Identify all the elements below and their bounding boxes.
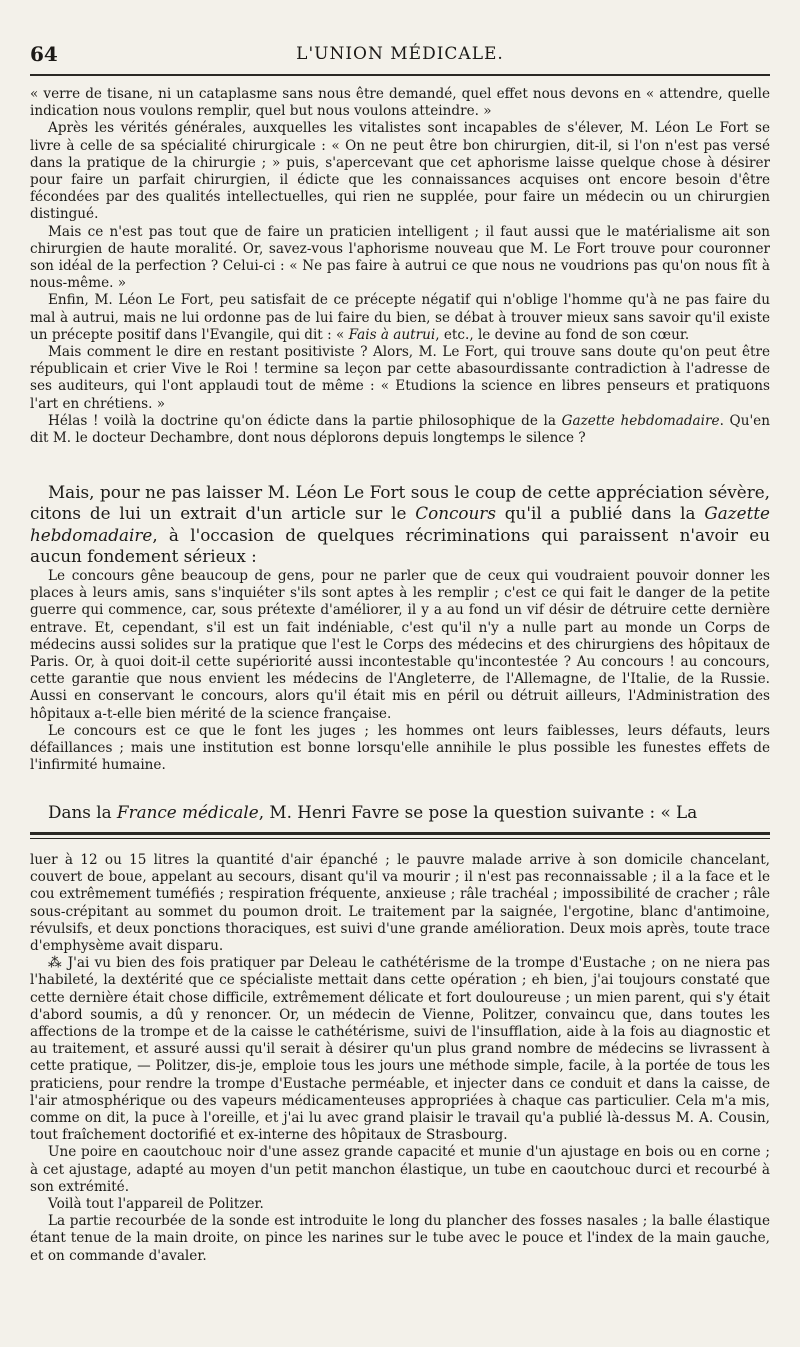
paragraph: Enfin, M. Léon Le Fort, peu satisfait de ce précepte négatif qui n'oblige l'homme qu'à ne pas faire du mal à autrui, mais ne lui ordonne pas de lui faire du bien, se débat à trouver mieux sans savoir qu'il existe un précepte positif dans l'Evangile, qui dit : « Fais à autrui, etc., le devine au fond de son cœur. (30, 292, 770, 343)
paragraph: luer à 12 ou 15 litres la quantité d'air épanché ; le pauvre malade arrive à son domicile chancelant, couvert de boue, appelant au secours, disant qu'il va mourir ; il n'est pas reconnaissable ; il a la face et le cou extrêmement tuméfiés ; respiration fréquente, anxieuse ; râle trachéal ; impossibilité de cracher ; râle sous-crépitant au sommet du poumon droit. Le traitement par la saignée, l'ergotine, blanc d'antimoine, révulsifs, et deux ponctions thoraciques, est suivi d'une grande amélioration. Deux mois après, toute trace d'emphysème avait disparu. (30, 852, 770, 955)
running-title: L'UNION MÉDICALE. (296, 44, 504, 64)
quoted-article (30, 568, 770, 774)
transition-paragraph (30, 482, 770, 567)
feuilleton-section (30, 852, 770, 1265)
page-number: 64 (30, 42, 58, 66)
paragraph: Hélas ! voilà la doctrine qu'on édicte dans la partie philosophique de la Gazette hebdomadaire. Qu'en dit M. le docteur Dechambre, dont nous déplorons depuis longtemps le silence ? (30, 412, 770, 447)
paragraph: Mais, pour ne pas laisser M. Léon Le Fort sous le coup de cette appréciation sévère, citons de lui un extrait d'un article sur le Concours qu'il a publié dans la Gazette hebdomadaire, à l'occasion de quelques récriminations qui paraissent n'avoir eu aucun fondement sérieux : (30, 482, 770, 566)
paragraph: Mais ce n'est pas tout que de faire un praticien intelligent ; il faut aussi que le matérialisme ait son chirurgien de haute moralité. Or, savez-vous l'aphorisme nouveau que M. Le Fort trouve pour couronner son idéal de la perfection ? Celui-ci : « Ne pas faire à autrui ce que nous ne voudrions pas qu'on nous fît à nous-même. » (30, 223, 770, 292)
asterism-mark: ⁂ (48, 955, 63, 972)
paragraph: Mais comment le dire en restant positiviste ? Alors, M. Le Fort, qui trouve sans doute qu'on peut être républicain et crier Vive le Roi ! termine sa leçon par cette abasourdissante contradiction à l'adresse de ses auditeurs, qui l'ont applaudi tout de même : « Etudions la science en libres penseurs et pratiquons l'art en chrétiens. » (30, 344, 770, 412)
paragraph: « verre de tisane, ni un cataplasme sans nous être demandé, quel effet nous devons en « attendre, quelle indication nous voulons remplir, quel but nous voulons atteindre. » (30, 86, 770, 120)
paragraph: Une poire en caoutchouc noir d'une assez grande capacité et munie d'un ajustage en bois ou en corne ; à cet ajustage, adapté au moyen d'un petit manchon élastique, un tube en caoutchouc durci et recourbé à son extrémité. (30, 1144, 770, 1195)
article-body (30, 86, 770, 447)
feuilleton-rule-thin (30, 838, 770, 839)
header-rule (30, 74, 770, 76)
paragraph: Après les vérités générales, auxquelles les vitalistes sont incapables de s'élever, M. Léon Le Fort se livre à celle de sa spécialité chirurgicale : « On ne peut être bon chirurgien, dit-il, si l'on n'est pas versé dans la pratique de la chirurgie ; » puis, s'apercevant que cet aphorisme laisse quelque chose à désirer pour faire un parfait chirurgien, il édicte que les connaissances acquises ont encore besoin d'être fécondées par des qualités intellectuelles, qui rien ne supplée, pour faire un médecin ou un chirurgien distingué. (30, 120, 770, 223)
paragraph: ⁂ J'ai vu bien des fois pratiquer par Deleau le cathétérisme de la trompe d'Eustache ; on ne niera pas l'habileté, la dextérité que ce spécialiste mettait dans cette opération ; eh bien, j'ai toujours constaté que cette dernière était chose difficile, extrêmement délicate et fort douloureuse ; un mien parent, qui s'y était d'abord soumis, a dû y renoncer. Or, un médecin de Vienne, Politzer, convaincu que, dans toutes les affections de la trompe et de la caisse le cathétérisme, suivi de l'insufflation, aide à la fois au diagnostic et au traitement, et assuré aussi qu'il serait à désirer qu'un plus grand nombre de médecins se livrassent à cette pratique, — Politzer, dis-je, emploie tous les jours une méthode simple, facile, à la portée de tous les praticiens, pour rendre la trompe d'Eustache perméable, et injecter dans ce conduit et dans la caisse, de l'air atmosphérique ou des vapeurs médicamenteuses appropriées à chaque cas particulier. Cela m'a mis, comme on dit, la puce à l'oreille, et j'ai lu avec grand plaisir le travail qu'a publié là-dessus M. A. Cousin, tout fraîchement doctorifié et ex-interne des hôpitaux de Strasbourg. (30, 955, 770, 1144)
feuilleton-rule (30, 832, 770, 835)
paragraph: Le concours gêne beaucoup de gens, pour ne parler que de ceux qui voudraient pouvoir donner les places à leurs amis, sans s'inquiéter s'ils sont aptes à les remplir ; c'est ce qui fait le danger de la petite guerre qui commence, car, sous prétexte d'améliorer, il y a au fond un vif désir de détruire cette dernière entrave. Et, cependant, s'il est un fait indéniable, c'est qu'il n'y a nulle part au monde un Corps de médecins aussi solides sur la pratique que l'est le Corps des médecins et des chirurgiens des hôpitaux de Paris. Or, à quoi doit-il cette supériorité aussi incontestable qu'incontestée ? Au concours ! au concours, cette garantie que nous envient les médecins de l'Angleterre, de l'Allemagne, de l'Italie, de la Russie. Aussi en conservant le concours, alors qu'il était mis en péril ou détruit ailleurs, l'Administration des hôpitaux a-t-elle bien mérité de la science française. (30, 568, 770, 722)
paragraph: Dans la France médicale, M. Henri Favre se pose la question suivante : « La (48, 802, 698, 822)
closing-paragraph (30, 802, 770, 823)
paragraph: Le concours est ce que le font les juges ; les hommes ont leurs faiblesses, leurs défauts, leurs défaillances ; mais une institution est bonne lorsqu'elle annihile le plus possible les funestes effets de l'infirmité humaine. (30, 722, 770, 774)
page-header (30, 40, 770, 72)
paragraph: La partie recourbée de la sonde est introduite le long du plancher des fosses nasales ; la balle élastique étant tenue de la main droite, on pince les narines sur le tube avec le pouce et l'index de la main gauche, et on commande d'avaler. (30, 1213, 770, 1264)
paragraph: Voilà tout l'appareil de Politzer. (48, 1196, 264, 1213)
